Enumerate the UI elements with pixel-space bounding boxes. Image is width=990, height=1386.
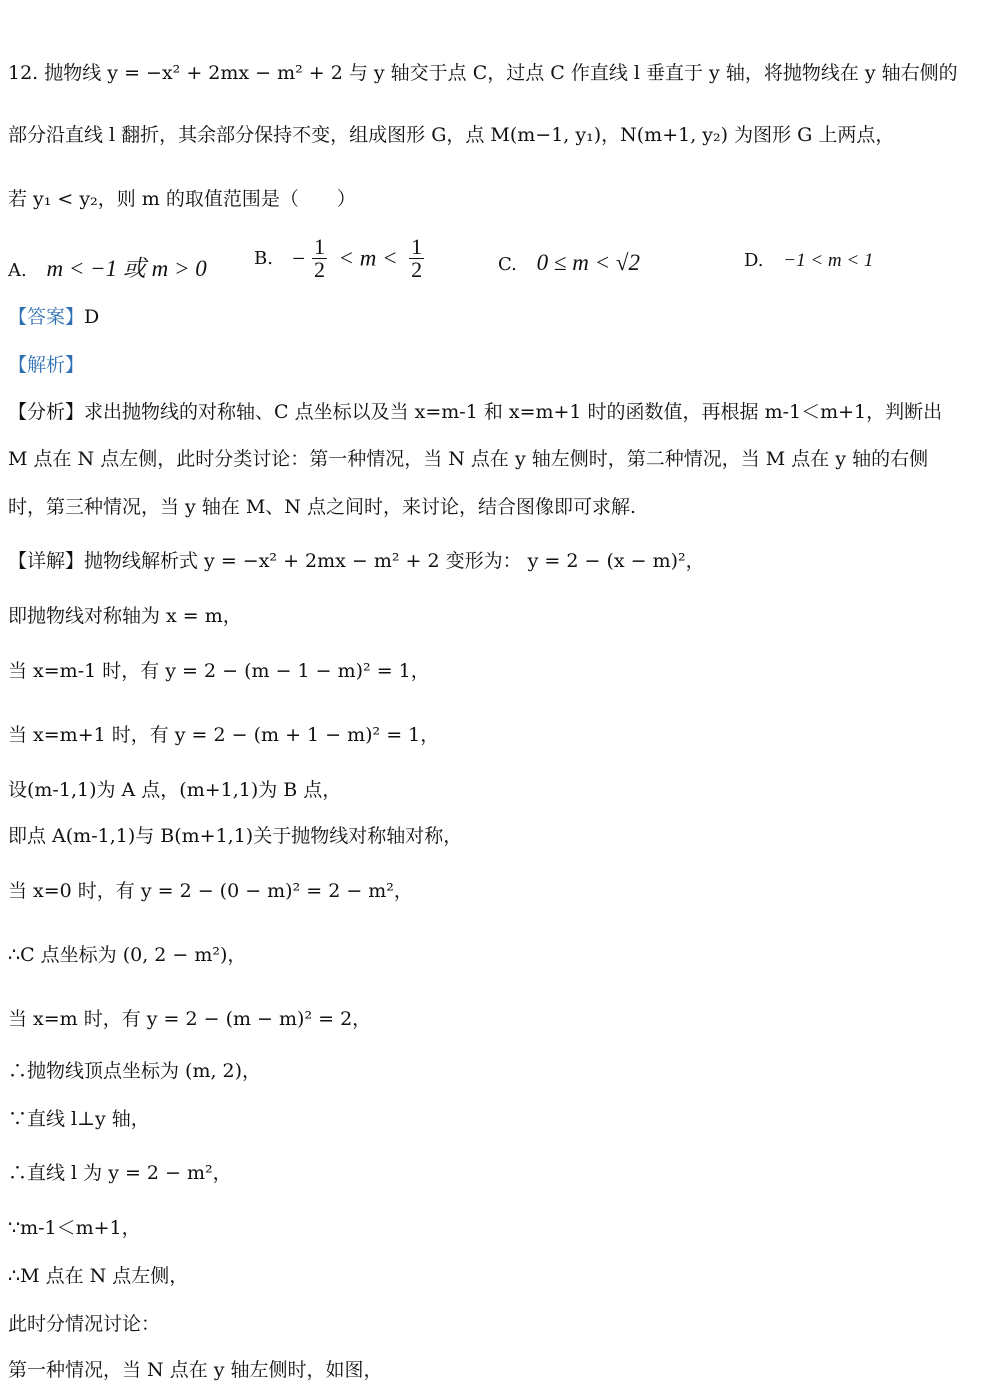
question-line-2: 部分沿直线 l 翻折，其余部分保持不变，组成图形 G，点 M(m−1, y₁)，N(m+1, y₂) 为图形 G 上两点， xyxy=(8,124,895,146)
detail-line-7: 当 x=0 时，有 y = 2 − (0 − m)² = 2 − m²， xyxy=(8,880,413,902)
option-a xyxy=(8,250,207,283)
option-a-text: m < −1 或 m > 0 xyxy=(46,256,207,281)
option-a-label: A. xyxy=(8,260,27,281)
option-b-frac-1 xyxy=(312,236,327,281)
detail-line-8: ∴C 点坐标为 (0, 2 − m²)， xyxy=(8,944,247,966)
option-d xyxy=(744,250,873,272)
detail-line-5: 设(m-1,1)为 A 点，(m+1,1)为 B 点， xyxy=(8,779,342,801)
question-line-1: 12. 抛物线 y = −x² + 2mx − m² + 2 与 y 轴交于点 C，过点 C 作直线 l 垂直于 y 轴，将抛物线在 y 轴右侧的 xyxy=(8,62,958,84)
detail-line-6: 即点 A(m-1,1)与 B(m+1,1)关于抛物线对称轴对称， xyxy=(8,825,463,847)
answer-value: D xyxy=(84,306,100,328)
option-b-mid: < m < xyxy=(332,245,404,271)
detail-line-14: ∴M 点在 N 点左侧， xyxy=(8,1265,189,1287)
answer-tag: 【答案】 xyxy=(8,306,85,328)
analysis-tag: 【解析】 xyxy=(8,354,85,376)
detail-line-1: 【详解】抛物线解析式 y = −x² + 2mx − m² + 2 变形为： y = 2 − (x − m)²， xyxy=(8,550,705,572)
option-b xyxy=(254,236,424,281)
answer-line xyxy=(8,304,980,330)
question-line-3: 若 y₁ < y₂，则 m 的取值范围是（ ） xyxy=(8,188,356,210)
detail-line-4: 当 x=m+1 时，有 y = 2 − (m + 1 − m)² = 1， xyxy=(8,724,440,746)
detail-line-3: 当 x=m-1 时，有 y = 2 − (m − 1 − m)² = 1， xyxy=(8,660,430,682)
option-c-text: 0 ≤ m < √2 xyxy=(536,250,640,275)
option-b-label: B. xyxy=(254,248,273,269)
detail-line-16: 第一种情况，当 N 点在 y 轴左侧时，如图， xyxy=(8,1359,383,1381)
option-b-num-2: 1 xyxy=(411,234,423,259)
detail-line-9: 当 x=m 时，有 y = 2 − (m − m)² = 2， xyxy=(8,1008,372,1030)
detail-line-10: ∴抛物线顶点坐标为 (m, 2)， xyxy=(8,1060,262,1082)
fenxi-line-1: 【分析】求出抛物线的对称轴、C 点坐标以及当 x=m-1 和 x=m+1 时的函数值，再根据 m-1＜m+1，判断出 xyxy=(8,401,943,423)
detail-line-2: 即抛物线对称轴为 x = m， xyxy=(8,605,242,627)
fenxi-line-3: 时，第三种情况，当 y 轴在 M、N 点之间时，来讨论，结合图像即可求解. xyxy=(8,496,637,518)
option-b-den-1: 2 xyxy=(313,257,325,282)
option-b-num-1: 1 xyxy=(313,234,325,259)
option-d-label: D. xyxy=(744,250,764,271)
detail-line-13: ∵m-1＜m+1， xyxy=(8,1217,141,1239)
detail-line-15: 此时分情况讨论： xyxy=(8,1313,161,1335)
option-c xyxy=(498,250,640,276)
detail-line-11: ∵直线 l⊥y 轴， xyxy=(8,1108,150,1130)
option-b-den-2: 2 xyxy=(411,257,423,282)
option-d-text: −1 < m < 1 xyxy=(783,250,874,271)
option-b-frac-2 xyxy=(409,236,424,281)
option-b-minus: − xyxy=(290,245,307,271)
option-c-label: C. xyxy=(498,254,517,275)
fenxi-line-2: M 点在 N 点左侧，此时分类讨论：第一种情况，当 N 点在 y 轴左侧时，第二种情况，当 M 点在 y 轴的右侧 xyxy=(8,448,929,470)
detail-line-12: ∴直线 l 为 y = 2 − m²， xyxy=(8,1162,232,1184)
